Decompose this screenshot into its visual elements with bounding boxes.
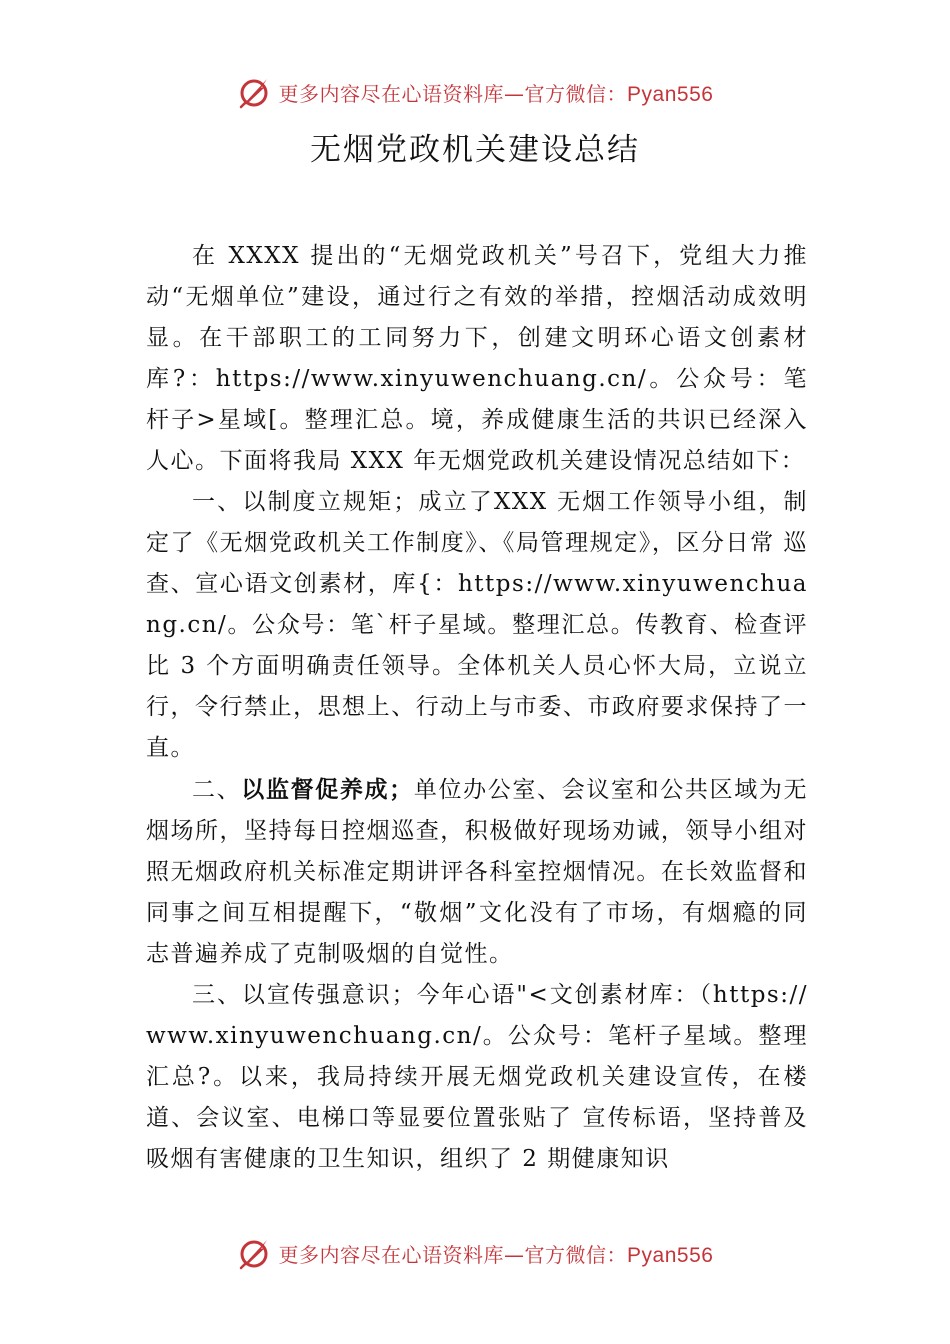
document-body <box>146 236 808 1180</box>
paragraph-section-1: 一、以制度立规矩；成立了XXX 无烟工作领导小组，制定了《无烟党政机关工作制度》、《局管理规定》，区分日常 巡查、宣心语文创素材，库{：https://www.xinyuwenchuang.cn/。公众号：笔`杆子星域。整理汇总。传教育、检查评比 3 个方面明确责任领导。全体机关人员心怀大局，立说立行，令行禁止，思想上、行动上与市委、市政府要求保持了一直。 <box>146 489 808 761</box>
header-wechat-handle: Pyan556 <box>627 82 714 106</box>
header-banner-text: 更多内容尽在心语资料库—官方微信：Pyan556 <box>278 81 714 106</box>
document-title: 无烟党政机关建设总结 <box>310 132 640 168</box>
footer-banner <box>0 1233 950 1273</box>
header-banner <box>0 72 950 112</box>
footer-wechat-handle: Pyan556 <box>627 1243 714 1267</box>
paragraph-intro: 在 XXXX 提出的“无烟党政机关”号召下，党组大力推动“无烟单位”建设，通过行之有效的举措，控烟活动成效明显。在干部职工的工同努力下，创建文明环心语文创素材库?：https://www.xinyuwenchuang.cn/。公众号：笔杆子>星域[。整理汇总。境，养成健康生活的共识已经深入人心。下面将我局 XXX 年无烟党政机关建设情况总结如下： <box>146 243 808 474</box>
section-2-heading: 以监督促养成； <box>241 776 414 803</box>
footer-banner-text: 更多内容尽在心语资料库—官方微信：Pyan556 <box>278 1242 714 1267</box>
quill-pen-logo-icon <box>237 1235 273 1271</box>
paragraph-section-2: 二、以监督促养成；单位办公室、会议室和公共区域为无烟场所，坚持每日控烟巡查，积极做好现场劝诫，领导小组对照无烟政府机关标准定期讲评各科室控烟情况。在长效监督和同事之间互相提醒下，“敬烟”文化没有了市场，有烟瘾的同志普遍养成了克制吸烟的自觉性。 <box>146 776 809 967</box>
paragraph-section-3: 三、以宣传强意识；今年心语"<文创素材库：（https://www.xinyuwenchuang.cn/。公众号：笔杆子星域。整理汇总?。以来，我局持续开展无烟党政机关建设宣传，在楼道、会议室、电梯口等显要位置张贴了 宣传标语，坚持普及吸烟有害健康的卫生知识，组织了 2 期健康知识 <box>146 982 808 1172</box>
quill-pen-logo-icon <box>237 74 273 110</box>
